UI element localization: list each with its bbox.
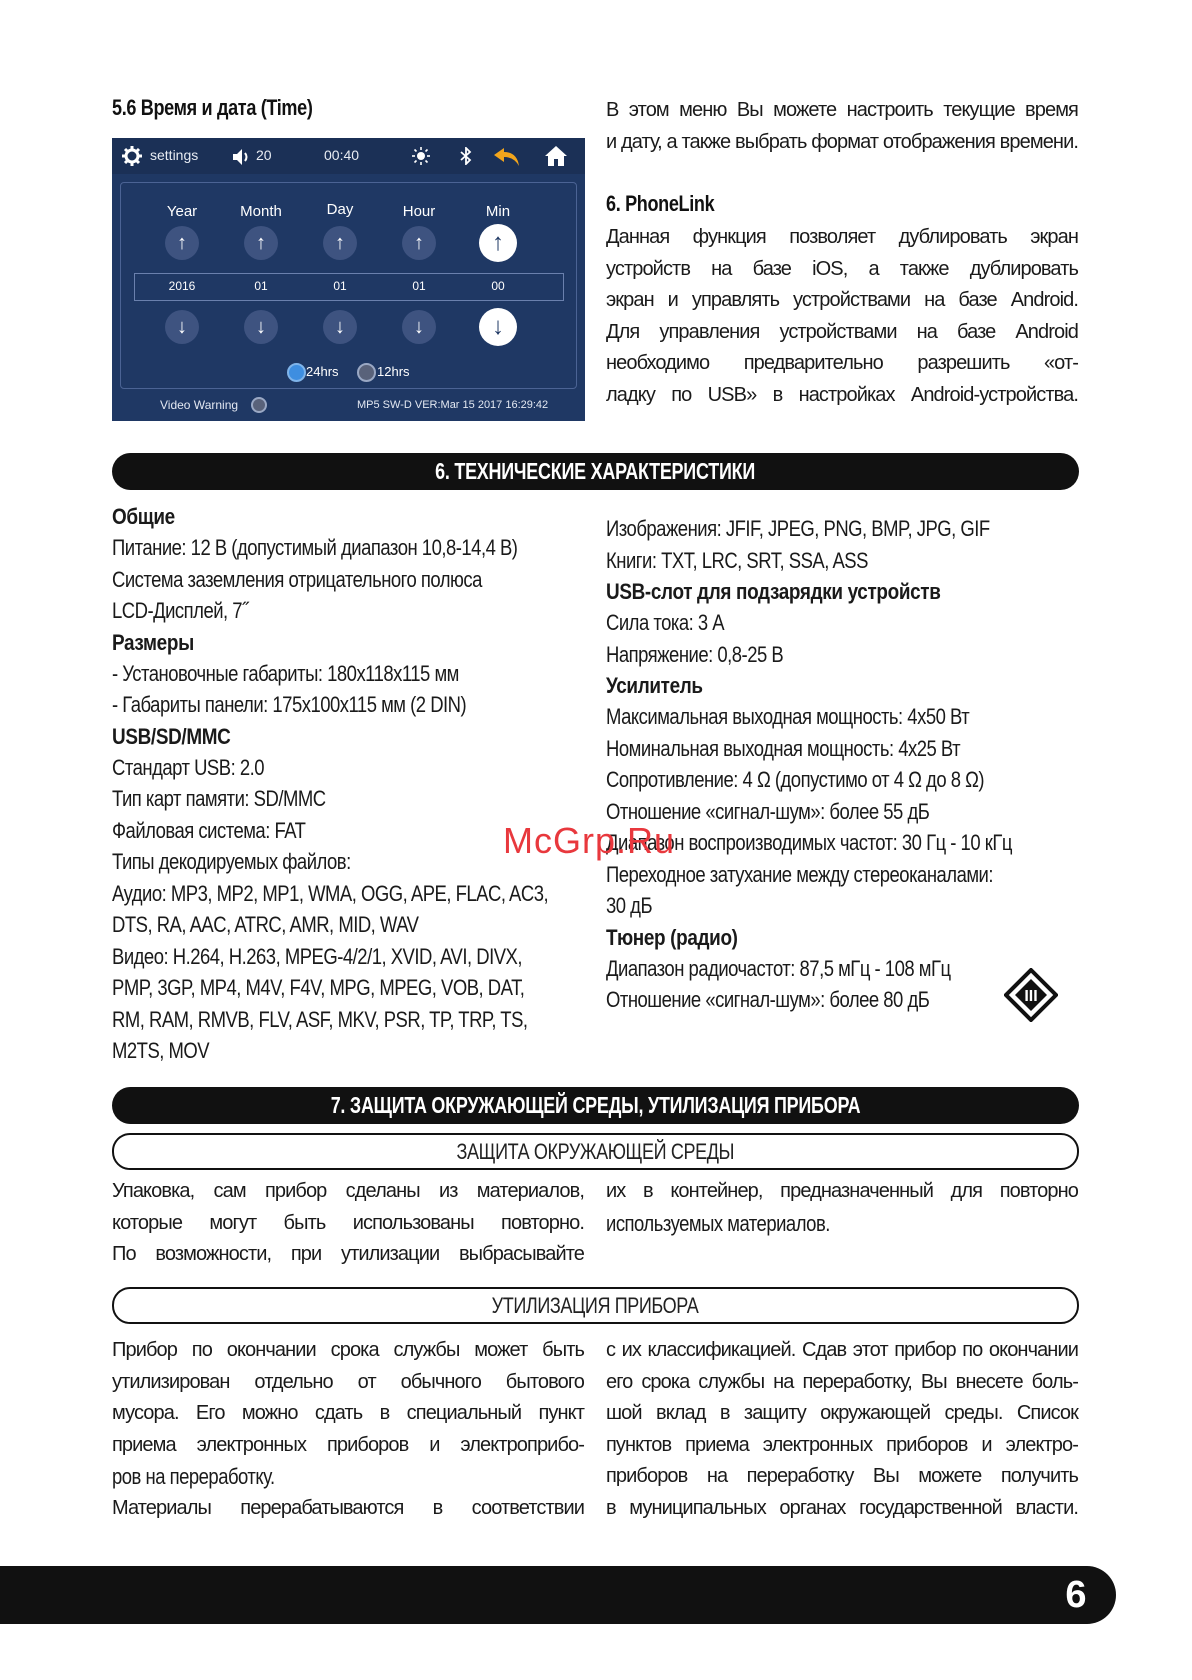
spec-line: Диапазон радиочастот: 87,5 мГц - 108 мГц xyxy=(606,955,951,981)
footer-band xyxy=(0,1566,1116,1624)
spec-line: PMP, 3GP, MP4, M4V, F4V, MPG, MPEG, VOB, DAT, xyxy=(112,975,525,1000)
hour-value: 01 xyxy=(412,279,426,293)
section-heading-phonelink: 6. PhoneLink xyxy=(606,191,715,216)
text-line: устройств на базе iOS, а также дублировать xyxy=(606,257,1078,280)
env-protection-title: ЗАЩИТА ОКРУЖАЮЩЕЙ СРЕДЫ xyxy=(112,1133,1079,1170)
page-number: 6 xyxy=(1065,1574,1087,1616)
month-up-arrow-icon[interactable]: ↑ xyxy=(244,226,278,260)
min-label: Min xyxy=(485,203,511,220)
speaker-icon xyxy=(232,148,252,166)
text-line: ров на переработку. xyxy=(112,1464,275,1489)
spec-line: M2TS, MOV xyxy=(112,1038,210,1063)
spec-line: LCD-Дисплей, 7˝ xyxy=(112,598,248,623)
day-label: Day xyxy=(326,201,354,218)
spec-line: Переходное затухание между стереоканалами: xyxy=(606,861,994,887)
spec-line: Питание: 12 В (допустимый диапазон 10,8-14,4 В) xyxy=(112,535,518,560)
text-line: По возможности, при утилизации выбрасывайте xyxy=(112,1243,584,1265)
env-protection-left xyxy=(112,1176,584,1271)
class-iii-diamond-icon xyxy=(1004,968,1058,1022)
month-down-arrow-icon[interactable]: ↓ xyxy=(244,310,278,344)
home-icon xyxy=(544,145,568,167)
spec-group-heading: Размеры xyxy=(112,629,194,655)
min-down-arrow-icon[interactable]: ↓ xyxy=(479,308,517,346)
text-line: мусора. Его можно сдать в специальный пункт xyxy=(112,1402,584,1424)
banner-environment: 7. ЗАЩИТА ОКРУЖАЮЩЕЙ СРЕДЫ, УТИЛИЗАЦИЯ ПРИБОРА xyxy=(112,1087,1079,1124)
spec-line: Система заземления отрицательного полюса xyxy=(112,566,482,592)
spec-line: DTS, RA, AAC, ATRC, AMR, MID, WAV xyxy=(112,912,419,937)
spec-group-heading: Тюнер (радио) xyxy=(606,924,738,950)
back-arrow-icon xyxy=(492,146,522,168)
text-line: ладку по USB» в настройках Android-устройства. xyxy=(606,383,1078,406)
spec-line: - Установочные габариты: 180x118x115 мм xyxy=(112,660,459,686)
disposal-title: УТИЛИЗАЦИЯ ПРИБОРА xyxy=(112,1287,1079,1324)
video-warning-label: Video Warning xyxy=(160,398,239,412)
text-line: в муниципальных органах государственной власти. xyxy=(606,1496,1078,1519)
text-line: В этом меню Вы можете настроить текущие время xyxy=(606,99,1078,121)
spec-line: - Габариты панели: 175x100x115 мм (2 DIN) xyxy=(112,692,467,717)
spec-line: Максимальная выходная мощность: 4x50 Вт xyxy=(606,704,970,729)
text-line: используемых материалов. xyxy=(606,1210,830,1236)
device-screen-image xyxy=(112,138,585,421)
spec-group-heading: Общие xyxy=(112,504,175,529)
specs-left-column xyxy=(112,501,582,1067)
section-heading-time: 5.6 Время и дата (Time) xyxy=(112,95,313,120)
spec-group-heading: Усилитель xyxy=(606,673,703,698)
spec-line: Стандарт USB: 2.0 xyxy=(112,754,265,780)
text-line: его срока службы на переработку, Вы внесете боль- xyxy=(606,1370,1078,1393)
text-line: Упаковка, сам прибор сделаны из материалов, xyxy=(112,1180,584,1202)
spec-group-heading: USB/SD/MMC xyxy=(112,723,231,749)
month-value: 01 xyxy=(254,279,268,293)
month-label: Month xyxy=(240,203,282,220)
text-line: экран и управлять устройствами на базе Android. xyxy=(606,289,1078,311)
year-label: Year xyxy=(166,203,198,220)
watermark-text: McGrp.Ru xyxy=(503,820,676,861)
min-value: 00 xyxy=(491,279,505,293)
spec-line: RM, RAM, RMVB, FLV, ASF, MKV, PSR, TP, TRP, TS, xyxy=(112,1006,528,1032)
text-line: необходимо предварительно разрешить «от- xyxy=(606,352,1078,374)
disposal-left xyxy=(112,1335,584,1524)
min-up-arrow-icon[interactable]: ↑ xyxy=(479,224,517,262)
spec-line: Изображения: JFIF, JPEG, PNG, BMP, JPG, GIF xyxy=(606,516,990,541)
spec-line: Типы декодируемых файлов: xyxy=(112,849,351,874)
spec-line: Сопротивление: 4 Ω (допустимо от 4 Ω до 8 Ω) xyxy=(606,767,985,792)
phonelink-description xyxy=(606,222,1078,411)
spec-line: Видео: H.264, H.263, MPEG-4/2/1, XVID, AVI, DIVX, xyxy=(112,943,523,969)
text-line: их в контейнер, предназначенный для повторно xyxy=(606,1180,1078,1202)
day-up-arrow-icon[interactable]: ↑ xyxy=(323,226,357,260)
text-line: которые могут быть использованы повторно. xyxy=(112,1211,584,1234)
text-line: с их классификацией. Сдав этот прибор по окончании xyxy=(606,1339,1078,1361)
clock-readout: 00:40 xyxy=(324,147,360,163)
hour-down-arrow-icon[interactable]: ↓ xyxy=(402,310,436,344)
env-protection-right xyxy=(606,1176,1078,1239)
text-line: шой вклад в защиту окружающей среды. Список xyxy=(606,1402,1078,1424)
class-badge-text: III xyxy=(1024,988,1038,1005)
day-value: 01 xyxy=(333,279,347,293)
spec-line: Сила тока: 3 А xyxy=(606,610,725,635)
spec-line: Отношение «сигнал-шум»: более 80 дБ xyxy=(606,987,930,1012)
format-24-label: 24hrs xyxy=(306,364,339,379)
spec-line: 30 дБ xyxy=(606,893,653,918)
spec-line: Аудио: MP3, MP2, MP1, WMA, OGG, APE, FLAC, AC3, xyxy=(112,880,549,906)
bluetooth-icon xyxy=(459,147,473,165)
spec-line: Номинальная выходная мощность: 4x25 Вт xyxy=(606,735,961,761)
disposal-right xyxy=(606,1335,1078,1524)
day-down-arrow-icon[interactable]: ↓ xyxy=(323,310,357,344)
text-line: приема электронных приборов и электроприбо- xyxy=(112,1433,584,1456)
format-12-label: 12hrs xyxy=(377,364,410,379)
spec-line: Файловая система: FAT xyxy=(112,817,306,843)
volume-level: 20 xyxy=(256,147,272,163)
spec-line: Тип карт памяти: SD/MMC xyxy=(112,786,326,811)
spec-line: Напряжение: 0,8-25 В xyxy=(606,641,784,667)
spec-line: Книги: TXT, LRC, SRT, SSA, ASS xyxy=(606,547,868,573)
gear-icon xyxy=(122,146,142,166)
text-line: пунктов приема электронных приборов и электро- xyxy=(606,1433,1078,1456)
version-label: MP5 SW-D VER:Mar 15 2017 16:29:42 xyxy=(357,399,549,411)
text-line: Для управления устройствами на базе Android xyxy=(606,320,1078,343)
format-24-radio[interactable] xyxy=(287,363,306,382)
spec-line: Диапазон воспроизводимых частот: 30 Гц - 10 кГц xyxy=(606,830,1012,855)
banner-technical-specs: 6. ТЕХНИЧЕСКИЕ ХАРАКТЕРИСТИКИ xyxy=(112,453,1079,490)
text-line: приборов на переработку Вы можете получить xyxy=(606,1465,1078,1487)
year-up-arrow-icon[interactable]: ↑ xyxy=(165,226,199,260)
text-line: и дату, а также выбрать формат отображения времени. xyxy=(606,130,1078,153)
spec-group-heading: USB-слот для подзарядки устройств xyxy=(606,579,941,604)
hour-up-arrow-icon[interactable]: ↑ xyxy=(402,226,436,260)
hour-label: Hour xyxy=(402,203,436,220)
text-line: утилизирован отдельно от обычного бытового xyxy=(112,1370,584,1393)
text-line: Материалы перерабатываются в соответствии xyxy=(112,1496,584,1519)
time-description xyxy=(606,95,1078,158)
text-line: Прибор по окончании срока службы может быть xyxy=(112,1339,584,1361)
video-warning-toggle[interactable] xyxy=(251,397,267,413)
brightness-icon xyxy=(411,146,431,166)
format-12-radio[interactable] xyxy=(357,363,376,382)
settings-label: settings xyxy=(150,147,199,163)
specs-right-column xyxy=(606,513,1076,1016)
text-line: Данная функция позволяет дублировать экран xyxy=(606,226,1078,248)
year-down-arrow-icon[interactable]: ↓ xyxy=(165,310,199,344)
spec-line: Отношение «сигнал-шум»: более 55 дБ xyxy=(606,798,930,824)
year-value: 2016 xyxy=(168,279,196,293)
